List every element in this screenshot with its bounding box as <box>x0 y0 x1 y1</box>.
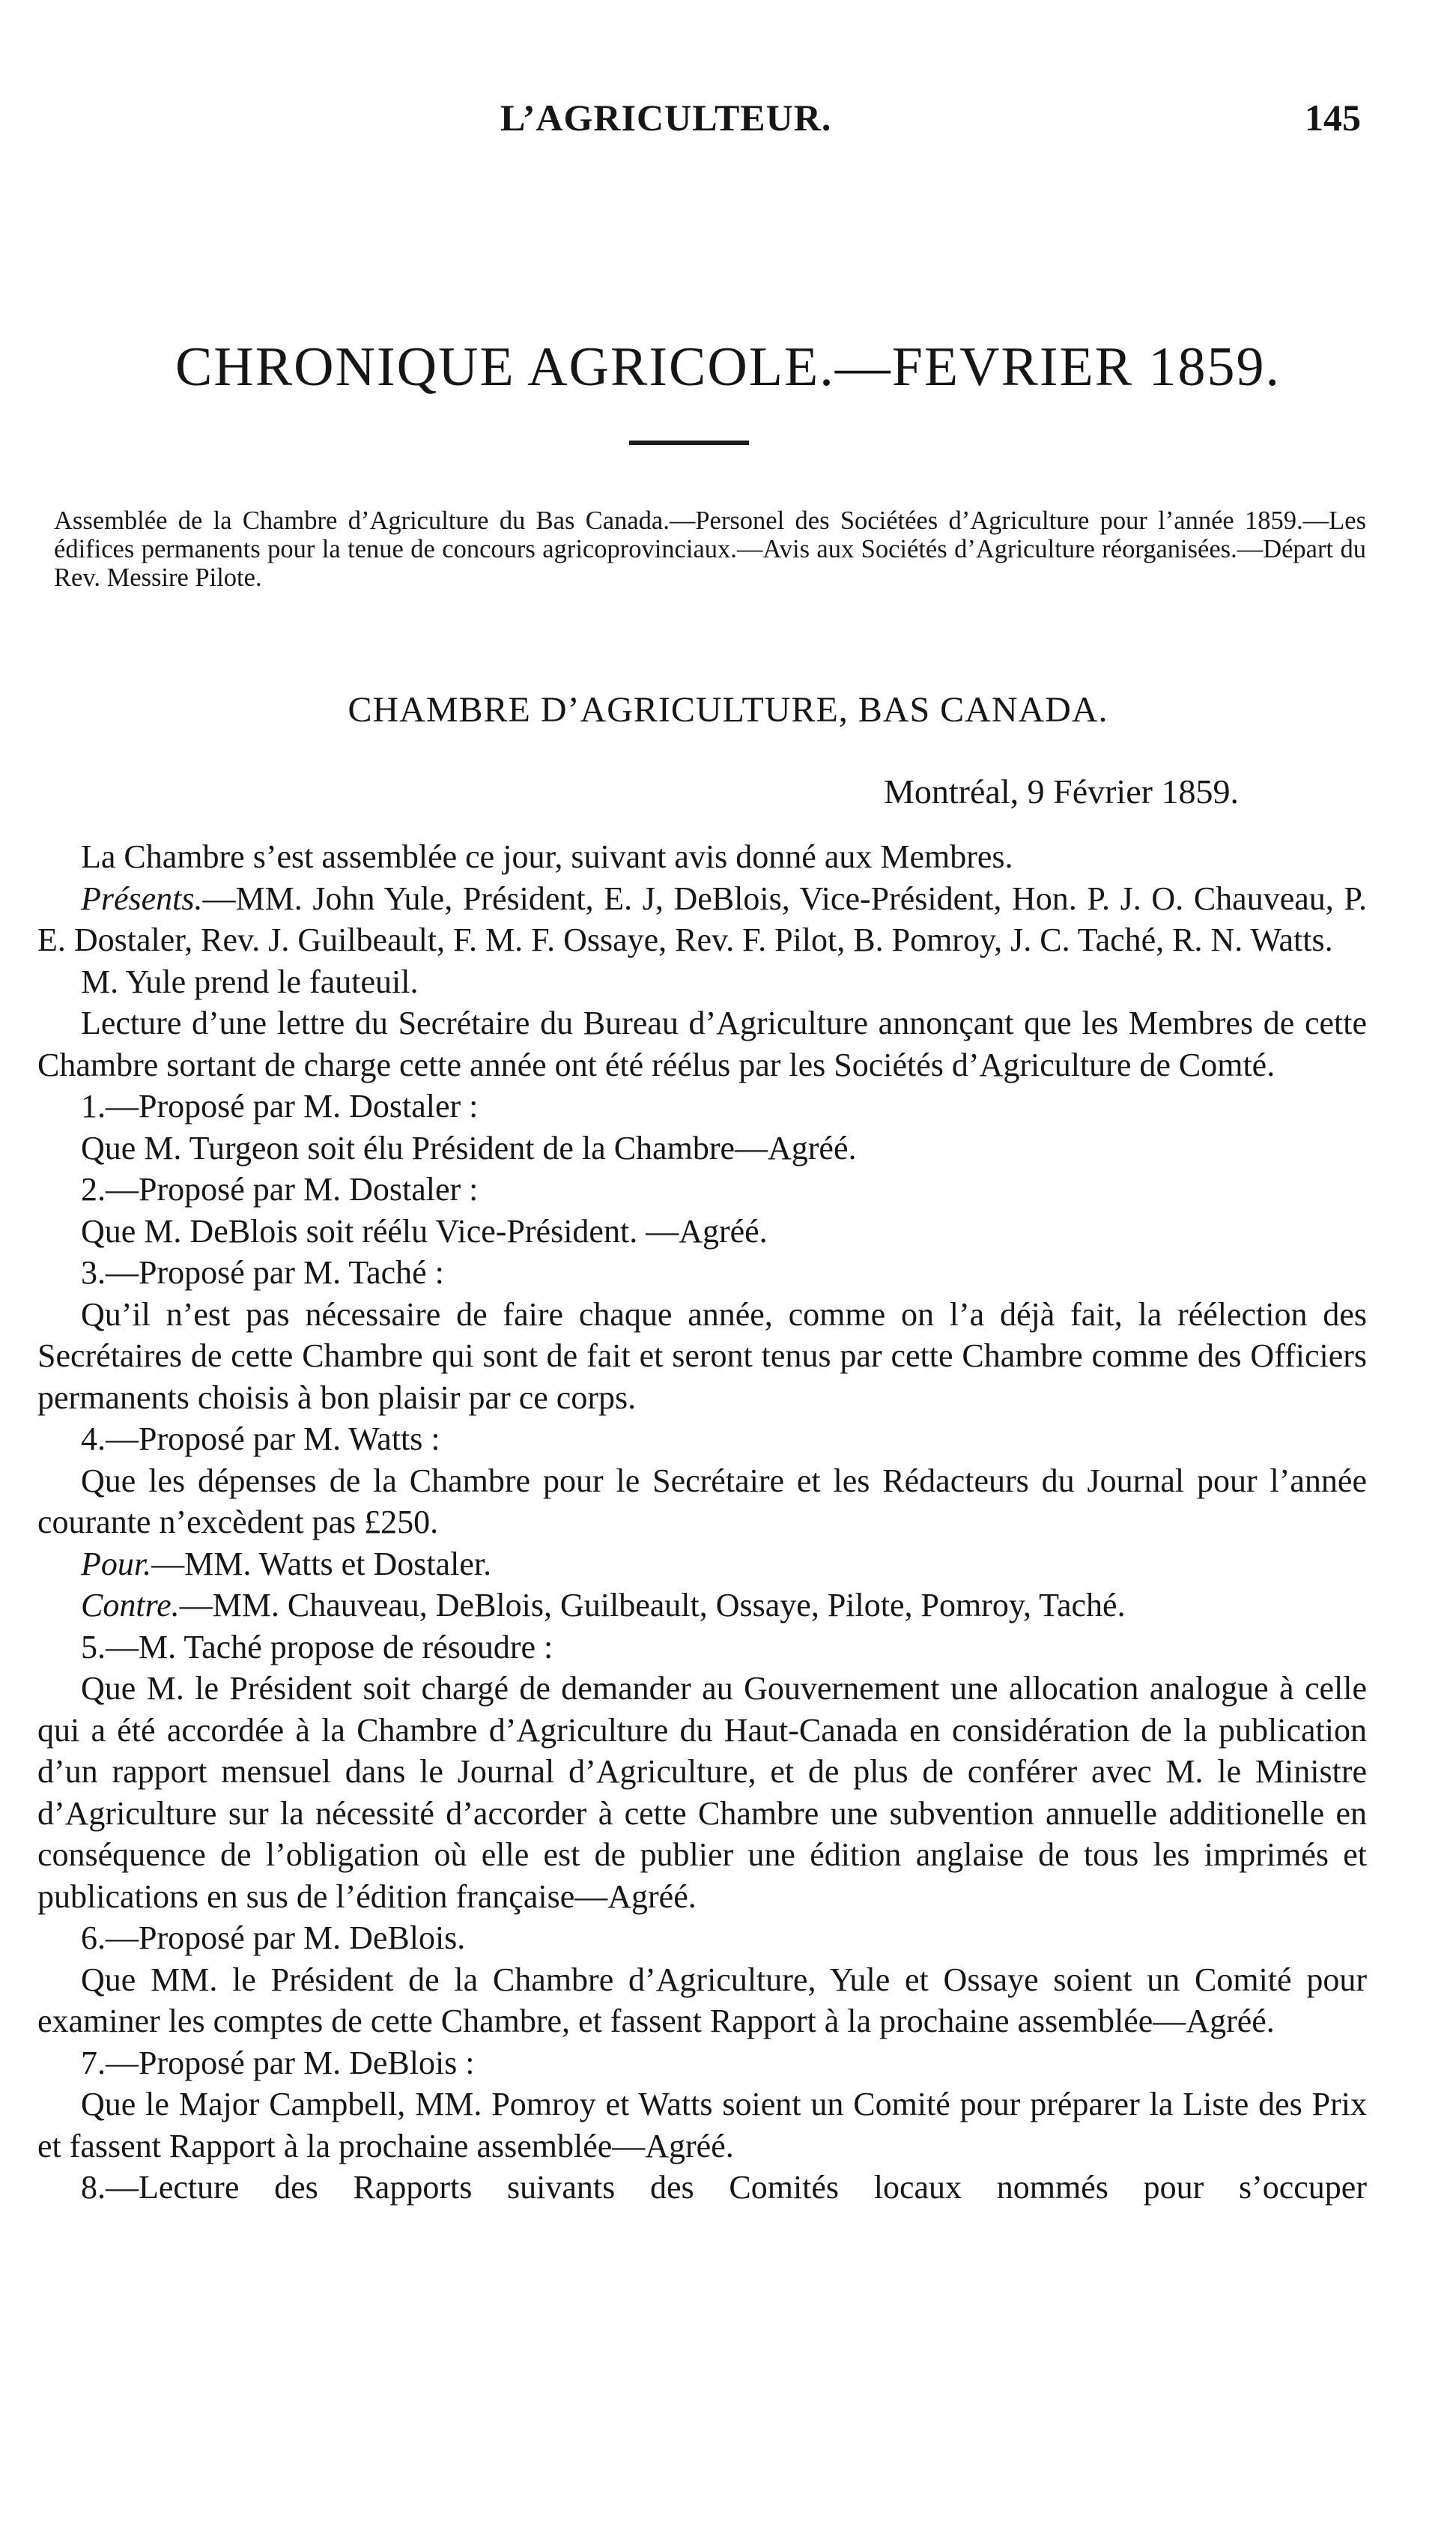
summary-paragraph: Assemblée de la Chambre d’Agriculture du Bas Canada.—Personel des Sociétées d’Agriculture pour l’année 1859.—Les édifices permanents pour la tenue de concours agricoprovinciaux.—Avis aux Sociétés d’Agriculture réorganisées.—Départ du Rev. Messire Pilote. <box>54 506 1366 592</box>
paragraph: La Chambre s’est assemblée ce jour, suivant avis donné aux Membres. <box>81 838 1013 875</box>
vote-for-text: —MM. Watts et Dostaler. <box>151 1545 492 1582</box>
paragraph-attendance <box>37 878 1367 961</box>
paragraph: Lecture d’une lettre du Secrétaire du Bureau d’Agriculture annonçant que les Membres de cette Chambre sortant de charge cette année ont été réélus par les Sociétés d’Agriculture de Comté. <box>37 1005 1367 1083</box>
paragraph: Que les dépenses de la Chambre pour le Secrétaire et les Rédacteurs du Journal pour l’année courante n’excèdent pas £250. <box>37 1462 1367 1540</box>
motion-heading: 1.—Proposé par M. Dostaler : <box>81 1088 479 1125</box>
motion-heading: 5.—M. Taché propose de résoudre : <box>81 1628 553 1665</box>
vote-against-label: Contre. <box>81 1587 180 1623</box>
motion-heading: 4.—Proposé par M. Watts : <box>81 1420 440 1457</box>
running-header <box>0 96 1456 148</box>
attendance-label: Présents. <box>81 880 203 917</box>
dateline: Montréal, 9 Février 1859. <box>884 772 1239 811</box>
paragraph: Que le Major Campbell, MM. Pomroy et Watts soient un Comité pour préparer la Liste des Prix et fassent Rapport à la prochaine assemblée—Agréé. <box>37 2086 1367 2164</box>
paragraph: Que M. DeBlois soit réélu Vice-Président. —Agréé. <box>81 1212 768 1250</box>
paragraph: Qu’il n’est pas nécessaire de faire chaque année, comme on l’a déjà fait, la réélection des Secrétaires de cette Chambre qui sont de fait et seront tenus par cette Chambre comme des Officiers permanents choisis à bon plaisir par ce corps. <box>37 1295 1367 1416</box>
motion-heading: 6.—Proposé par M. DeBlois. <box>81 1919 466 1956</box>
chronicle-title: CHRONIQUE AGRICOLE.—FEVRIER 1859. <box>175 336 1281 398</box>
vote-against-text: —MM. Chauveau, DeBlois, Guilbeault, Ossaye, Pilote, Pomroy, Taché. <box>179 1587 1126 1623</box>
running-title: L’AGRICULTEUR. <box>500 97 832 139</box>
motion-heading: 3.—Proposé par M. Taché : <box>81 1254 444 1291</box>
paragraph-continued: 8.—Lecture des Rapports suivants des Comités locaux nommés pour s’occuper <box>81 2169 1367 2206</box>
paragraph: Que MM. le Président de la Chambre d’Agriculture, Yule et Ossaye soient un Comité pour examiner les comptes de cette Chambre, et fassent Rapport à la prochaine assemblée—Agréé. <box>37 1961 1367 2039</box>
motion-heading: 7.—Proposé par M. DeBlois : <box>81 2044 475 2081</box>
vote-for <box>37 1543 1367 1585</box>
vote-against <box>37 1585 1367 1626</box>
body-text <box>37 836 1367 2209</box>
attendance-text: —MM. John Yule, Président, E. J, DeBlois, Vice-Président, Hon. P. J. O. Chauveau, P. E. Dostaler, Rev. J. Guilbeault, F. M. F. Ossaye, Rev. F. Pilot, B. Pomroy, J. C. Taché, R. N. Watts. <box>37 880 1367 958</box>
title-rule <box>629 441 749 445</box>
vote-for-label: Pour. <box>81 1545 152 1582</box>
paragraph: M. Yule prend le fauteuil. <box>81 963 419 1000</box>
section-heading: CHAMBRE D’AGRICULTURE, BAS CANADA. <box>348 690 1108 730</box>
paragraph: Que M. Turgeon soit élu Président de la Chambre—Agréé. <box>81 1129 857 1166</box>
page-number: 145 <box>1305 97 1361 139</box>
motion-heading: 2.—Proposé par M. Dostaler : <box>81 1171 479 1208</box>
paragraph: Que M. le Président soit chargé de demander au Gouvernement une allocation analogue à celle qui a été accordée à la Chambre d’Agriculture du Haut-Canada en considération de la publication d’un rapport mensuel dans le Journal d’Agriculture, et de plus de conférer avec M. le Ministre d’Agriculture sur la nécessité d’accorder à cette Chambre une subvention annuelle additionelle en conséquence de l’obligation où elle est de publier une édition anglaise de tous les imprimés et publications en sus de l’édition française—Agréé. <box>37 1670 1367 1915</box>
